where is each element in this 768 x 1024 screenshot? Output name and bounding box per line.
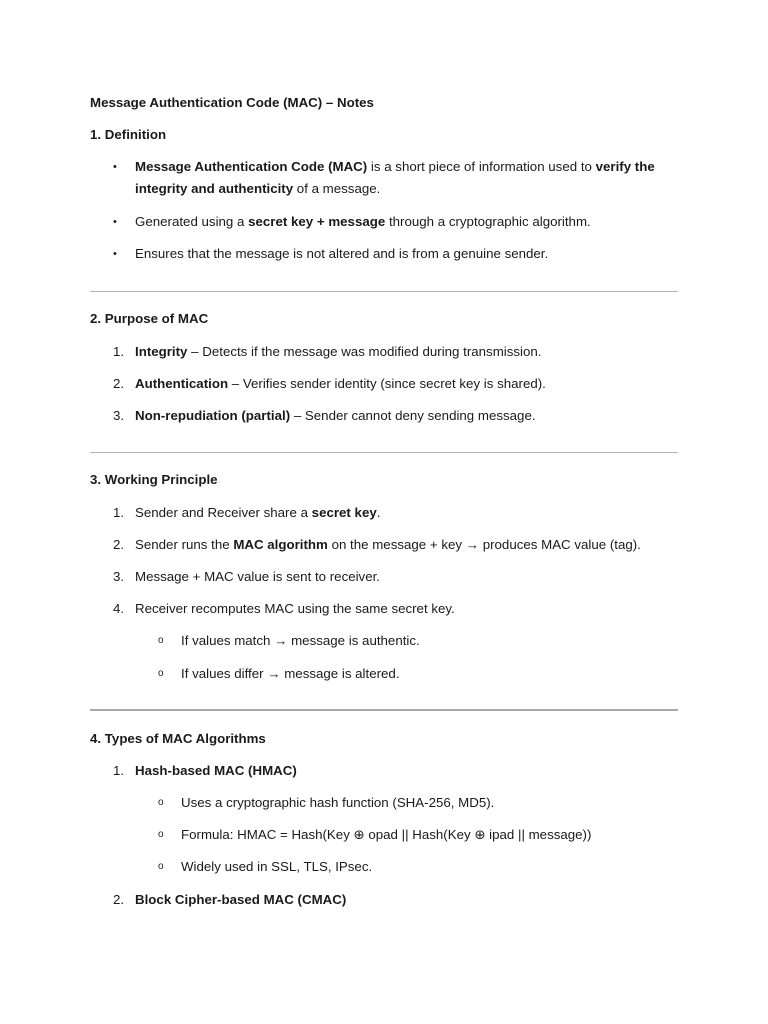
section-heading-purpose: 2. Purpose of MAC bbox=[90, 311, 209, 326]
list-number: 3. bbox=[113, 408, 125, 423]
page-title: Message Authentication Code (MAC) – Notes bbox=[90, 95, 374, 110]
hmac-sub-formula: Formula: HMAC = Hash(Key ⊕ opad || Hash(Key ⊕ ipad || message)) bbox=[181, 827, 592, 842]
definition-bullet-3: Ensures that the message is not altered and is from a genuine sender. bbox=[135, 246, 549, 261]
hmac-sub-usage: Widely used in SSL, TLS, IPsec. bbox=[181, 859, 373, 874]
list-number: 1. bbox=[113, 344, 125, 359]
bullet-marker: • bbox=[113, 161, 117, 173]
purpose-item-authentication: Authentication – Verifies sender identity (since secret key is shared). bbox=[135, 376, 546, 391]
sub-bullet-marker: o bbox=[158, 861, 164, 872]
list-number: 1. bbox=[113, 505, 125, 520]
list-number: 1. bbox=[113, 763, 125, 778]
working-step-3: Message + MAC value is sent to receiver. bbox=[135, 569, 380, 584]
hmac-sub-hash-function: Uses a cryptographic hash function (SHA-256, MD5). bbox=[181, 795, 495, 810]
purpose-item-non-repudiation: Non-repudiation (partial) – Sender cannot deny sending message. bbox=[135, 408, 536, 423]
list-number: 2. bbox=[113, 537, 125, 552]
sub-bullet-marker: o bbox=[158, 668, 164, 679]
working-step-4: Receiver recomputes MAC using the same secret key. bbox=[135, 601, 455, 616]
working-sub-differ: If values differ → message is altered. bbox=[181, 666, 400, 681]
type-cmac: Block Cipher-based MAC (CMAC) bbox=[135, 892, 347, 907]
type-hmac: Hash-based MAC (HMAC) bbox=[135, 763, 297, 778]
sub-bullet-marker: o bbox=[158, 635, 164, 646]
purpose-item-integrity: Integrity – Detects if the message was modified during transmission. bbox=[135, 344, 542, 359]
sub-bullet-marker: o bbox=[158, 797, 164, 808]
list-number: 2. bbox=[113, 376, 125, 391]
working-sub-match: If values match → message is authentic. bbox=[181, 633, 420, 648]
bullet-marker: • bbox=[113, 216, 117, 228]
list-number: 4. bbox=[113, 601, 125, 616]
list-number: 2. bbox=[113, 892, 125, 907]
section-heading-definition: 1. Definition bbox=[90, 127, 167, 142]
working-step-2: Sender runs the MAC algorithm on the message + key → produces MAC value (tag). bbox=[135, 537, 641, 552]
list-number: 3. bbox=[113, 569, 125, 584]
section-divider bbox=[90, 452, 678, 453]
bullet-marker: • bbox=[113, 248, 117, 260]
section-heading-types: 4. Types of MAC Algorithms bbox=[90, 731, 266, 746]
section-divider bbox=[90, 291, 678, 292]
definition-bullet-1-line-1: Message Authentication Code (MAC) is a short piece of information used to verify the bbox=[135, 159, 655, 174]
definition-bullet-1-line-2: integrity and authenticity of a message. bbox=[135, 181, 381, 196]
section-heading-working-principle: 3. Working Principle bbox=[90, 472, 218, 487]
sub-bullet-marker: o bbox=[158, 829, 164, 840]
definition-bullet-2: Generated using a secret key + message through a cryptographic algorithm. bbox=[135, 214, 591, 229]
working-step-1: Sender and Receiver share a secret key. bbox=[135, 505, 381, 520]
section-divider bbox=[90, 709, 678, 711]
